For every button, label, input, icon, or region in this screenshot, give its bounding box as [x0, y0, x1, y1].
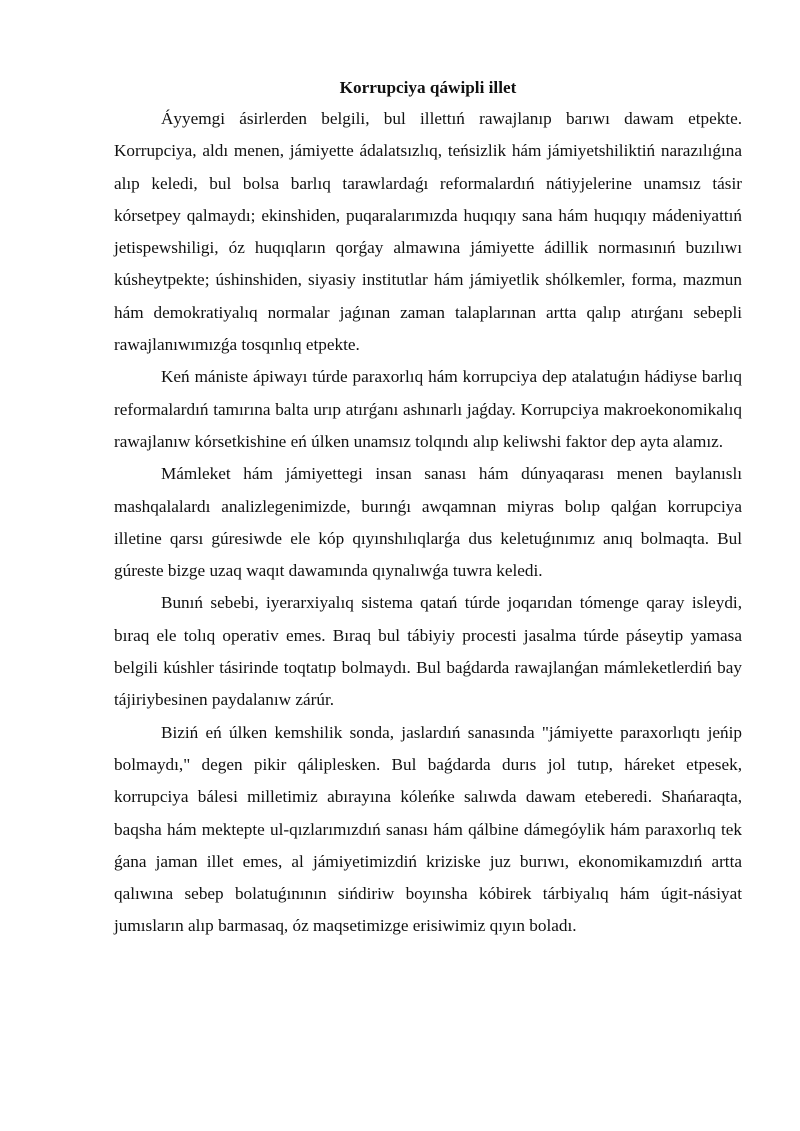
paragraph-4: Bunıń sebebi, iyerarxiyalıq sistema qatań túrde joqarıdan tómenge qaray isleydi, bıraq ele tolıq operativ emes. Bıraq bul tábiyiy procesti jasalma túrde páseytip yamasa belgili kúshler tásirinde toqtatıp bolmaydı. Bul baǵdarda rawajlanǵan mámleketlerdiń bay tájiriybesinen paydalanıw zárúr. [114, 593, 742, 710]
paragraph-1: Áyyemgi ásirlerden belgili, bul illettıń rawajlanıp barıwı dawam etpekte. Korrupciya, aldı menen, jámiyette ádalatsızlıq, teńsizlik hám jámiyetshiliktiń narazılıǵına alıp keledi, bul bolsa barlıq tarawlardaǵı reformalardıń nátiyjelerine unamsız tásir kórsetpey qalmaydı; ekinshiden, puqaralarımızda huqıqıy sana hám huqıqıy mádeniyattıń jetispewshiligi, óz huqıqların qorǵay almawına jámiyette ádillik normasınıń buzılıwı kúsheytpekte; úshinshiden, siyasiy institutlar hám jámiyetlik shólkemler, forma, mazmun hám demokratiyalıq normalar jaǵınan zaman talaplarınan artta qalıp atırǵanı sebepli rawajlanıwımızǵa tosqınlıq etpekte. [114, 109, 742, 355]
document-body [114, 76, 742, 943]
paragraph-5: Biziń eń úlken kemshilik sonda, jaslardıń sanasında "jámiyette paraxorlıqtı jeńip bolmaydı," degen pikir qáliplesken. Bul baǵdarda durıs jol tutıp, háreket etpesek, korrupciya bálesi milletimiz abırayına kóleńke salıwda dawam eteberedi. Shańaraqta, baqsha hám mektepte ul-qızlarımızdıń sanası hám qálbine dámegóylik hám paraxorlıq tek ǵana jaman illet emes, al jámiyetimizdiń kriziske juz burıwı, ekonomikamızdıń artta qalıwına sebep bolatuǵınının sińdiriw boyınsha kóbirek tárbiyalıq hám úgit-násiyat jumısların alıp barmasaq, óz maqsetimizge erisiwimiz qıyın boladı. [114, 722, 742, 936]
paragraph-2: Keń mániste ápiwayı túrde paraxorlıq hám korrupciya dep atalatuǵın hádiyse barlıq reformalardıń tamırına balta urıp atırǵanı ashınarlı jaǵday. Korrupciya makroekonomikalıq rawajlanıw kórsetkishine eń úlken unamsız tolqındı alıp keliwshi faktor dep ayta alamız. [114, 367, 742, 451]
document-title: Korrupciya qáwipli illet [339, 78, 517, 97]
paragraph-3: Mámleket hám jámiyettegi insan sanası hám dúnyaqarası menen baylanıslı mashqalalardı analizlegenimizde, burınǵı awqamnan miyras bolıp qalǵan korrupciya illetine qarsı gúresiwde ele kóp qıyınshılıqlarǵa dus keletuǵınımız anıq bolmaqta. Bul gúreste bizge uzaq waqıt dawamında qıynalıwǵa tuwra keledi. [114, 464, 742, 581]
